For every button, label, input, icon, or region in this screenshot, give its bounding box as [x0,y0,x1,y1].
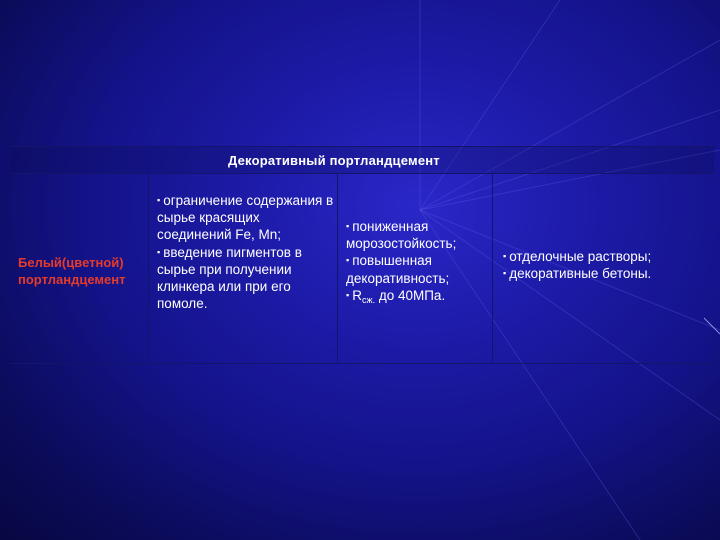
square-bullet-icon: ▪ [503,251,507,261]
list-item: ▪ пониженная морозостойкость; [346,219,457,252]
row-label: Белый(цветной) портландцемент [18,255,126,287]
properties-cell [338,174,493,362]
square-bullet-icon: ▪ [346,221,350,231]
square-bullet-icon: ▪ [346,255,350,266]
table-header-row [10,147,714,174]
list-item: ▪ введение пигментов в сырье при получении клинкера или при его помоле. [157,244,302,312]
methods-list [157,192,335,312]
methods-cell [149,174,338,362]
list-item: ▪ повышенная декоративность; [346,253,450,286]
square-bullet-icon: ▪ [503,268,507,279]
applications-cell [493,174,714,362]
list-item: ▪ $R_{сж.}$ до 40МПа. [346,287,446,305]
properties-list [346,218,492,309]
square-bullet-icon: ▪ [346,289,350,300]
list-item: ▪ ограничение содержания в сырье красящих соединений Fe, Mn; [157,193,334,243]
list-item: ▪ отделочные растворы; [503,249,652,264]
table-title: Декоративный портландцемент [228,153,440,168]
square-bullet-icon: ▪ [157,246,161,257]
list-item: ▪ декоративные бетоны. [503,266,652,282]
square-bullet-icon: ▪ [157,195,161,205]
applications-list [503,248,718,282]
row-label-cell [10,174,149,362]
content-table [10,146,714,364]
